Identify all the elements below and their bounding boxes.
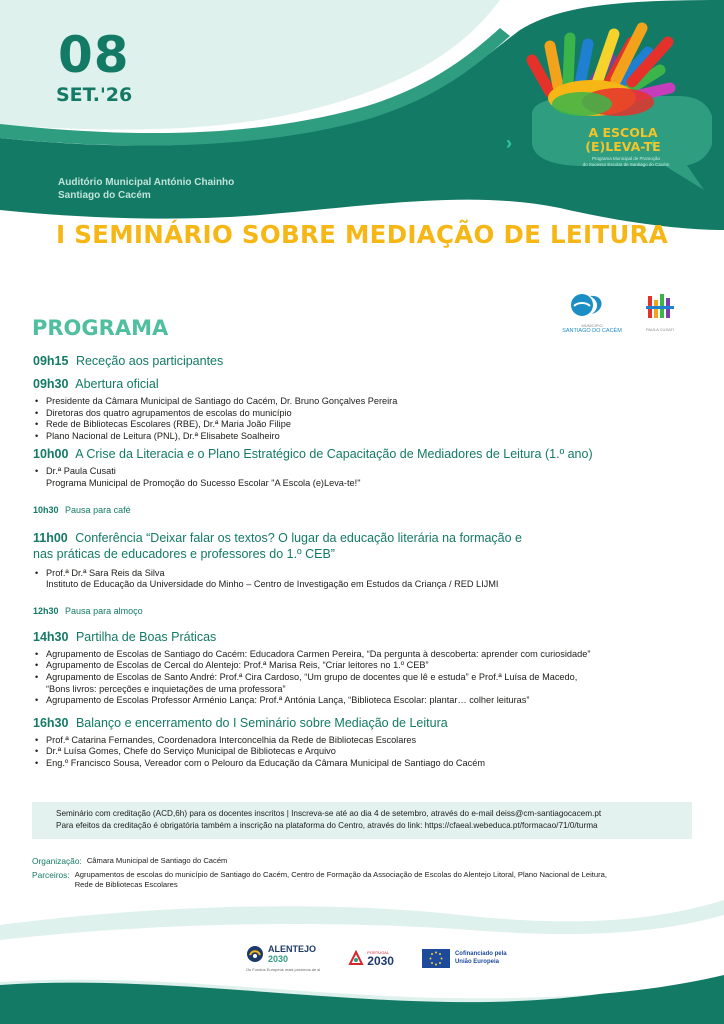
list-item: • Rede de Bibliotecas Escolares (RBE), Dr.ª Maria João Filipe	[33, 419, 713, 431]
partners-value-line-2: Rede de Bibliotecas Escolares	[74, 880, 178, 889]
alentejo-year: 2030	[268, 954, 289, 964]
portugal-2030-logo	[348, 950, 394, 967]
alentejo-emblem-icon	[246, 945, 264, 963]
program-time: 10h30	[33, 504, 59, 515]
speaker-affiliation: Programa Municipal de Promoção do Sucesso Escolar "A Escola (e)Leva-te!"	[46, 477, 361, 488]
list-item: • Plano Nacional de Leitura (PNL), Dr.ª Elisabete Soalheiro	[33, 431, 713, 443]
program-time: 14h30	[33, 629, 69, 644]
funding-logos	[246, 944, 507, 972]
program-time: 12h30	[33, 605, 59, 616]
program-break	[33, 603, 713, 619]
organization-value: Câmara Municipal de Santiago do Cacém	[86, 856, 228, 865]
program-title: Pausa para café	[65, 504, 131, 515]
eu-line-1: Cofinanciado pela	[454, 951, 507, 957]
program-schedule	[33, 353, 713, 770]
alentejo-tagline: Os Fundos Europeus mais próximos de si	[246, 967, 321, 972]
practice-line-1: • Agrupamento de Escolas de Santo André: Prof.ª Cira Cardoso, “Um grupo de docentes que lê e estuda” e Prof.ª Luísa de Macedo,	[46, 671, 578, 682]
event-date-day: 08	[58, 26, 130, 84]
alentejo-2030-logo	[246, 944, 320, 972]
registration-note	[32, 802, 692, 839]
list-item: • Agrupamento de Escolas Professor Arménio Lança: Prof.ª Antónia Lança, “Biblioteca Escolar: plantar… colher leituras”	[33, 695, 713, 707]
list-item: • Prof.ª Catarina Fernandes, Coordenadora Interconcelhia da Rede de Bibliotecas Escolares	[33, 735, 713, 747]
paula-cusati-emblem-icon	[640, 292, 680, 322]
program-title-continued: nas práticas de educadores e professores do 1.º CEB”	[33, 546, 335, 561]
program-item	[33, 353, 713, 369]
program-time: 11h00	[33, 530, 68, 545]
program-speakers	[33, 568, 713, 591]
partners-label: Parceiros:	[32, 870, 70, 880]
list-item: • Eng.º Francisco Sousa, Vereador com o Pelouro da Educação da Câmara Municipal de Santiago do Cacém	[33, 758, 713, 770]
brand-title-line-1: A ESCOLA	[588, 125, 658, 140]
program-title: Abertura oficial	[75, 377, 159, 391]
brand-title	[563, 126, 683, 154]
program-item	[33, 446, 713, 462]
list-item: • Agrupamento de Escolas de Santiago do Cacém: Educadora Carmen Pereira, “Da pergunta à descoberta: aprender com curiosidade”	[33, 649, 713, 661]
municipio-small-label: MUNICÍPIO	[581, 323, 603, 328]
partners-value-line-1: Agrupamentos de escolas do município de Santiago do Cacém, Centro de Formação da Associação de Escolas do Alentejo Litoral, Plano Nacional de Leitura,	[74, 870, 608, 879]
registration-note-line-2: Para efeitos da creditação é obrigatória também a inscrição na plataforma do Centro, através do link: https://cfaeal.webeduca.pt/formacao/71/0/turma	[56, 821, 598, 830]
paula-cusati-logo	[640, 292, 680, 332]
program-time: 09h15	[33, 354, 69, 368]
paula-cusati-name: PAULA CUSATI	[645, 327, 675, 332]
venue-line-1: Auditório Municipal António Chainho	[58, 177, 235, 188]
credits	[32, 856, 712, 894]
list-item: • Presidente da Câmara Municipal de Santiago do Cacém, Dr. Bruno Gonçalves Pereira	[33, 396, 713, 408]
program-speakers	[33, 466, 713, 489]
event-date-month: SET.'26	[56, 84, 133, 106]
brand-subtitle	[566, 156, 686, 168]
program-speakers	[33, 396, 713, 442]
program-title: Partilha de Boas Práticas	[75, 629, 217, 644]
list-item	[33, 466, 713, 489]
list-item	[33, 672, 713, 695]
portugal-year: 2030	[367, 953, 394, 968]
organization-label: Organização:	[32, 856, 82, 866]
eu-line-2: União Europeia	[454, 959, 499, 965]
event-venue	[58, 176, 234, 202]
program-speakers	[33, 649, 713, 707]
partners-row	[32, 870, 712, 890]
brand-subtitle-line-1: Programa Municipal de Promoção	[591, 156, 661, 161]
program-item	[33, 376, 713, 392]
program-title: A Crise da Literacia e o Plano Estratégico de Capacitação de Mediadores de Leitura (1.º ano)	[75, 447, 593, 462]
program-time: 16h30	[33, 715, 69, 730]
speaker-name: • Prof.ª Dr.ª Sara Reis da Silva	[46, 567, 165, 578]
programa-heading: PROGRAMA	[32, 316, 169, 340]
eu-flag-icon	[422, 949, 450, 968]
list-item	[33, 568, 713, 591]
practice-line-2: “Bons livros: perceções e inquietações de uma professora”	[46, 683, 286, 694]
list-item: • Dr.ª Luísa Gomes, Chefe do Serviço Municipal de Bibliotecas e Arquivo	[33, 746, 713, 758]
municipio-logo	[548, 292, 636, 335]
program-title: Balanço e encerramento do I Seminário sobre Mediação de Leitura	[75, 715, 448, 730]
municipio-name: SANTIAGO DO CACÉM	[562, 328, 622, 334]
municipio-emblem-icon	[548, 292, 636, 318]
alentejo-name: ALENTEJO	[268, 944, 317, 954]
program-title: Receção aos participantes	[75, 354, 224, 368]
program-item	[33, 530, 713, 546]
speaker-affiliation: Instituto de Educação da Universidade do Minho – Centro de Investigação em Estudos da Criança / RED LIJMI	[46, 579, 499, 590]
program-item	[33, 715, 713, 731]
program-time: 10h00	[33, 447, 69, 462]
speaker-name: • Dr.ª Paula Cusati	[46, 466, 116, 477]
list-item: • Agrupamento de Escolas de Cercal do Alentejo: Prof.ª Marisa Reis, “Criar leitores no 1.º CEB”	[33, 660, 713, 672]
seminar-title: I SEMINÁRIO SOBRE MEDIAÇÃO DE LEITURA	[55, 220, 669, 249]
brand-title-line-2: (E)LEVA-TE	[585, 139, 661, 154]
painted-hands-illustration	[492, 18, 712, 198]
list-item: • Diretoras dos quatro agrupamentos de escolas do município	[33, 408, 713, 420]
program-title: Conferência “Deixar falar os textos? O lugar da educação literária na formação e	[75, 530, 523, 545]
program-speakers	[33, 735, 713, 770]
portugal-small-label: PORTUGAL	[367, 949, 390, 955]
portugal-emblem-icon	[348, 950, 364, 966]
venue-line-2: Santiago do Cacém	[58, 190, 151, 201]
partners-value	[75, 870, 607, 890]
brand-subtitle-line-2: do Sucesso Escolar de Santiago do Cacém	[582, 162, 670, 167]
organization-row	[32, 856, 712, 866]
program-time: 09h30	[33, 377, 69, 391]
registration-note-line-1: Seminário com creditação (ACD,6h) para os docentes inscritos | Inscreva-se até ao dia 4 de setembro, através do e-mail deiss@cm-santiagocacem.pt	[56, 809, 602, 818]
program-title: Pausa para almoço	[65, 605, 143, 616]
program-item	[33, 629, 713, 645]
eu-cofinancing-logo	[422, 949, 507, 968]
program-break	[33, 502, 713, 518]
